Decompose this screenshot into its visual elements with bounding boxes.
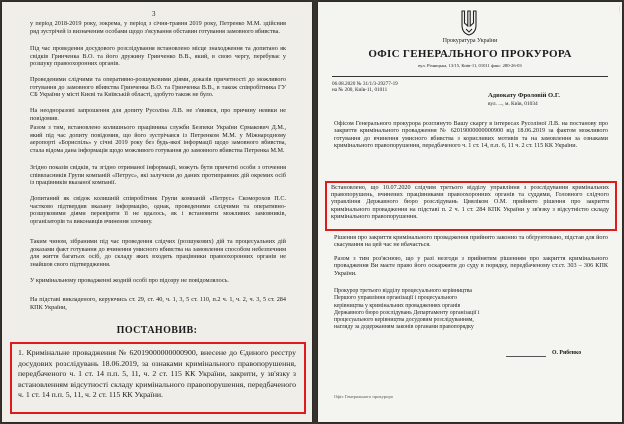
resolution-paragraph: 1. Кримінальне провадження № 62019000000000900, внесене до Єдиного реєстру досудових розслідувань 18.06.2019, за ознаками кримінального правопорушення, передбаченого ч. 1 ст. 14 п.п. 5, 11, ч. 2 ст. 115 КК України, закрити, у зв'язку з встановленням відсутності складу кримінального правопорушення, передбаченого ч. 1 ст. 14 п.п. 5, 11, ч. 2 ст. 115 КК України. xyxy=(18,348,296,400)
letter-paragraph-2: Встановлено, що 10.07.2020 слідчим третього відділу управління з розслідування кримінальних правопорушень, вчинених працівниками правоохоронних органів та суддями, Головного слідчого управління Державного бюро розслідувань Цвяліком О.М. прийнято рішення про закриття кримінального провадження на підставі п. 2 ч. 1 ст. 284 КПК України у зв'язку з відсутністю складу кримінального правопорушення. xyxy=(331,184,609,220)
letter-paragraph-3: Рішення про закриття кримінального провадження прийнято законно та обґрунтовано, підстав для його скасування на цей час не вбачається. xyxy=(334,234,608,249)
resolution-heading: ПОСТАНОВИВ: xyxy=(116,325,198,336)
addressee-address: вул. ..., м. Київ, 01034 xyxy=(488,101,538,107)
letter-paragraph-1: Офісом Генерального прокурора розглянуто Вашу скаргу в інтересах Русоліної Л.В. на постанову про закриття кримінального провадження № 62019000000000900 від 18.06.2019 за фактом можливого готування до вчинення умисного вбивства з корисливих мотивів та на замовлення за ознаками кримінального правопорушення, передбаченого ч. 1 ст. 14, п.п. 6, 11 ч. 2 ст. 115 КК України. xyxy=(334,120,608,149)
reference-sub: на № 200, Київ-11, 01011 xyxy=(332,87,388,94)
paragraph-6: Згідно показів свідків, та згідно отриманої інформації, можуть бути причетні особи з оточення співвласників Групи компаній «Петрус», які залучили до даних протиправних дій окремих осіб із працівників вказаної компанії. xyxy=(30,164,286,187)
outgoing-reference xyxy=(332,81,398,94)
paragraph-3: Проведеними слідчими та оперативно-розшуковими діями, доказів причетності до можливого готування до замовного вбивства Гринченка В.О. та Гринченка В.В., в також співробітника ГУ СБ України у місті Києві та Київській області, здобуто також не було. xyxy=(30,76,286,99)
signature-block: Прокурор третього відділу процесуального керівництва Першого управління організації і процесуального керівництва у кримінальних провадженнях органів Державного бюро розслідувань Департаменту організації і процесуального керівництва досудовим розслідуванням, нагляду за додержанням законів органами правопорядку xyxy=(334,288,480,331)
header-divider xyxy=(332,76,608,77)
paragraph-5: Разом з тим, встановлено колишнього працівника служби Безпеки України Єрмакович Д.М., який під час допиту повідомив, що його зустрічався із Петренком М.М. у Міжнародному аеропорті «Бориспіль» у січні 2019 року без будь-якої інформації щодо замовного вбивства, стала відома дана інформація щодо можливого готування до замовного вбивства Петренка М.М. xyxy=(30,124,286,155)
right-document-page xyxy=(318,2,622,422)
paragraph-10: На підставі викладеного, керуючись ст. 29, ст. 40, ч. 1, 3, 5 ст. 110, п.2 ч. 1, ч. 2, ч. 3, 5 ст. 284 КПК України, xyxy=(30,296,286,311)
addressee-block xyxy=(488,92,560,108)
paragraph-7: Допитаний як свідок колишній співробітник Групи компаній «Петрус» Скоморохов П.С. частково підтвердив вказану інформацію, однак, проведеними слідчими та оперативно-розшуковими діями перевірити її не вдалось, як і встановити можливих замовників, організаторів та виконавців вчинення злочину. xyxy=(30,195,286,226)
addressee-name: Адвокату Фроловій О.Г. xyxy=(488,92,560,99)
org-subtitle: Прокуратура України xyxy=(442,38,498,44)
signer-name: О. Рибенко xyxy=(552,350,582,356)
letter-paragraph-4: Разом з тим роз'яснюю, що у разі незгоди з прийнятим рішенням про закриття кримінального провадження Ви маєте право його оскаржити до суду в порядку, передбаченому ст.ст. 303 – 306 КПК України. xyxy=(334,255,608,277)
org-address: вул. Різницька, 13/15, Київ-11, 01011 факс: 280-26-03 xyxy=(418,63,522,68)
stamp-text: Офіс Генерального прокурора xyxy=(334,394,393,399)
paragraph-9: У кримінальному провадженні жодній особі про підозру не повідомлялось. xyxy=(30,277,229,284)
page-number: 3 xyxy=(152,10,156,18)
paragraph-4: На неодноразові запрошення для допиту Русоліна Л.В. не з'явився, про причину неявки не повідомив. xyxy=(30,107,286,122)
org-title: ОФІС ГЕНЕРАЛЬНОГО ПРОКУРОРА xyxy=(368,48,572,60)
signature-line xyxy=(506,348,546,357)
left-document-page xyxy=(2,2,312,422)
trident-emblem-icon xyxy=(459,8,479,36)
paragraph-2: Під час проведення досудового розслідування встановлено місце знаходження та допитано як свідків Гринченка В.О. та його дружину Гринченко В.В., який, в свою чергу, перебуває у розшуку правоохоронних органів. xyxy=(30,45,286,68)
corner-mark: | xyxy=(618,5,620,13)
reference-number: 06.08.2020 № 31/1/3-29277-19 xyxy=(332,81,398,87)
paragraph-8: Таким чином, зібраними під час проведення слідчих (розшукових) дій та процесуальних дій доказами факт готування до вчинення умисного вбивства на замовлення способом небезпечним для життя багатьох осіб, до складу яких входять працівники правоохоронних органів не знайшов свого підтвердження. xyxy=(30,238,286,269)
paragraph-1: у період 2018-2019 року, зокрема, у період з січня-травня 2019 року, Петренко М.М. здійснив ряд зустрічей із визначеним особами щодо з'ясування обставин готування замовного вбивства. xyxy=(30,20,286,35)
